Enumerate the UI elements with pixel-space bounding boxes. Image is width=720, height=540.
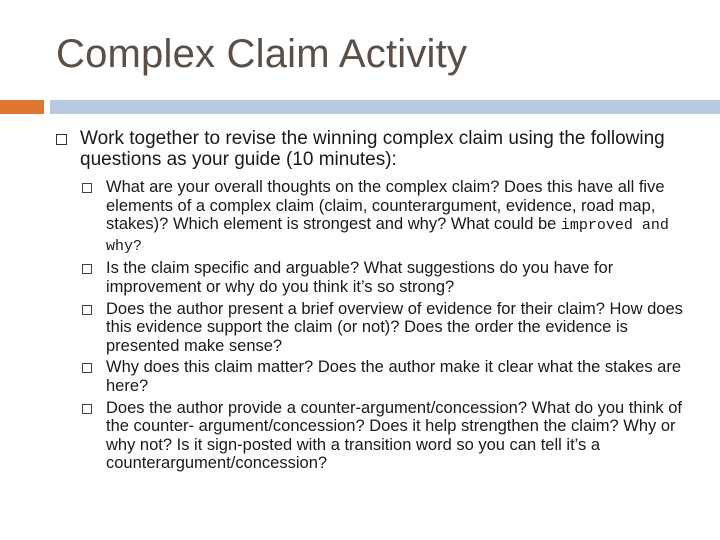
- slide-body: [56, 128, 686, 476]
- square-bullet-icon: [82, 264, 92, 274]
- question-text: Is the claim specific and arguable? What suggestions do you have for improvement or why do you think it’s so strong?: [106, 259, 614, 296]
- question-text: Why does this claim matter? Does the author make it clear what the stakes are here?: [106, 358, 682, 395]
- square-bullet-icon: [82, 363, 92, 373]
- square-bullet-icon: [56, 134, 67, 145]
- question-text-tail: improved and why?: [106, 217, 669, 255]
- accent-bar-orange: [0, 100, 44, 114]
- question-item: [82, 178, 686, 256]
- square-bullet-icon: [82, 404, 92, 414]
- question-item: [82, 300, 686, 356]
- main-bullet-text: Work together to revise the winning complex claim using the following questions as your guide (10 minutes):: [80, 128, 665, 170]
- question-item: [82, 358, 686, 395]
- question-item: [82, 399, 686, 473]
- question-item: [82, 259, 686, 296]
- question-text: Does the author present a brief overview of evidence for their claim? How does this evidence support the claim (or not)? Does the order the evidence is presented make sense?: [106, 299, 683, 355]
- square-bullet-icon: [82, 183, 92, 193]
- slide-title: Complex Claim Activity: [56, 32, 468, 76]
- accent-bar-blue: [50, 100, 720, 114]
- question-text: Does the author provide a counter-argument/concession? What do you think of the counter- argument/concession? Does it help strengthen the claim? Why or why not? Is it sign-posted with a transition word so you can tell it’s a counterargument/concession?: [106, 398, 683, 473]
- question-list: [56, 178, 686, 473]
- main-bullet: [56, 128, 686, 170]
- square-bullet-icon: [82, 305, 92, 315]
- question-text: What are your overall thoughts on the complex claim? Does this have all five elements of a complex claim (claim, counterargument, evidence, road map, stakes)? Which element is strongest and why? What could be: [106, 178, 665, 234]
